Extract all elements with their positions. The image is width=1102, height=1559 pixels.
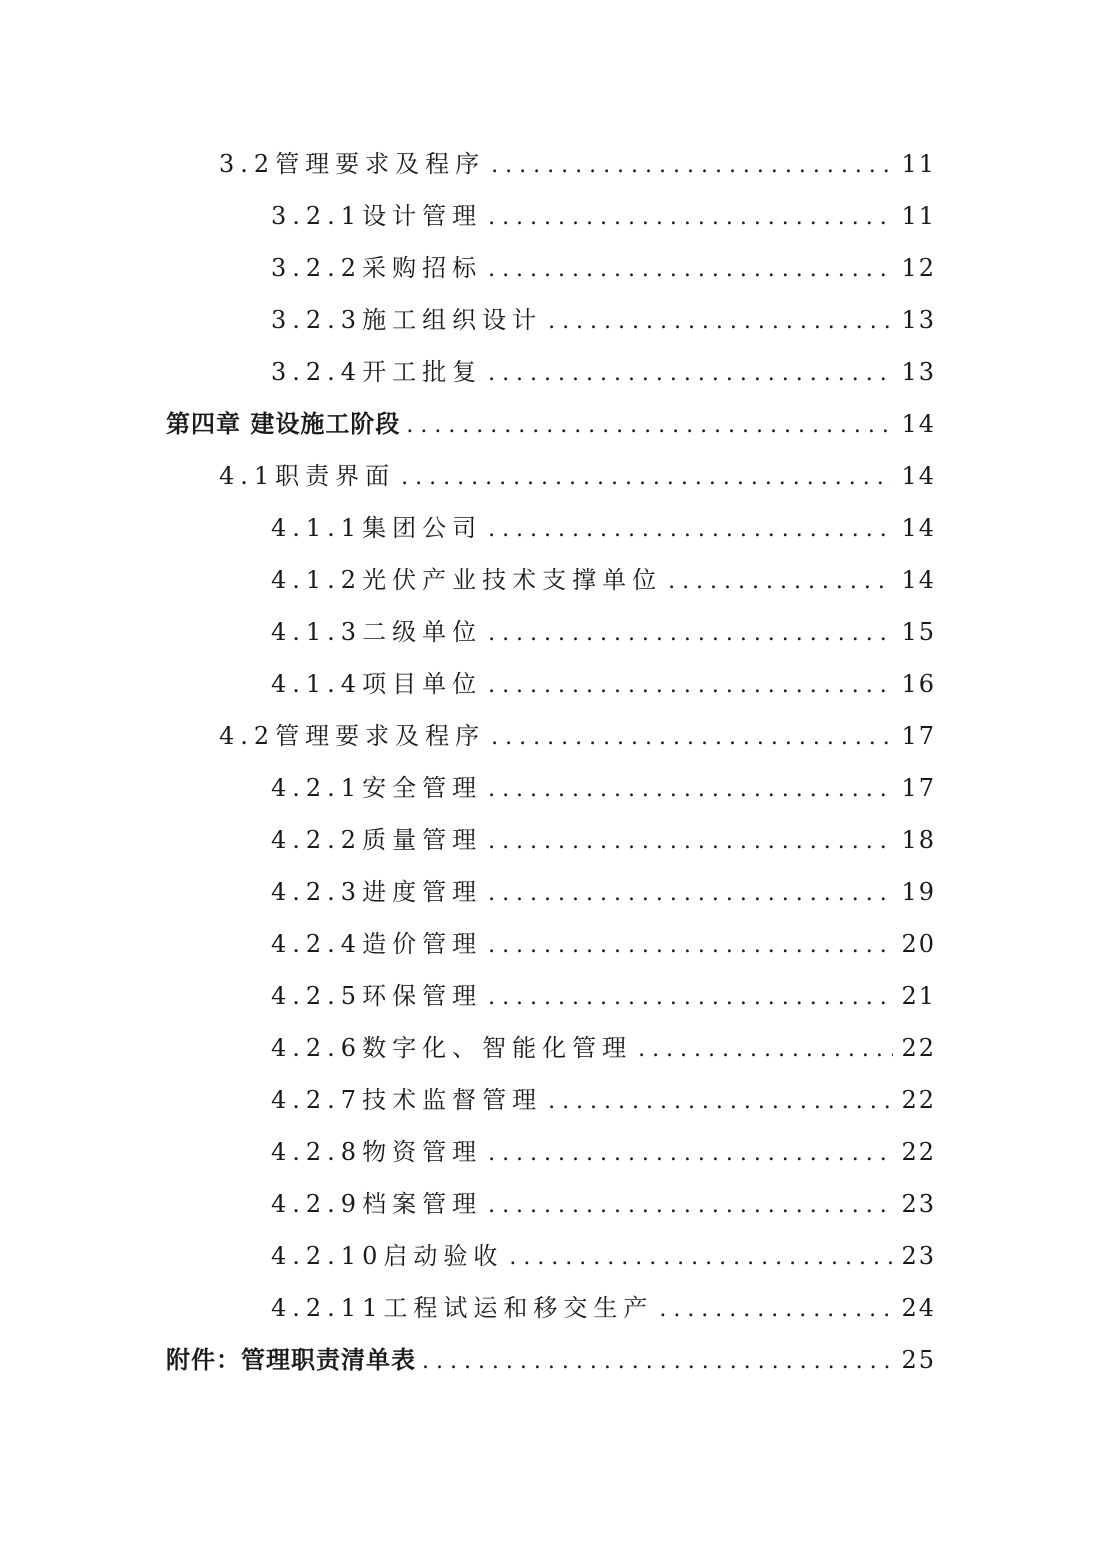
toc-dot-leader bbox=[401, 452, 893, 504]
toc-dot-leader bbox=[488, 972, 893, 1024]
toc-entry-page-number: 12 bbox=[901, 254, 936, 282]
toc-entry[interactable] bbox=[0, 658, 1102, 710]
toc-entry-page-number: 11 bbox=[901, 202, 936, 230]
toc-dot-leader bbox=[488, 244, 893, 296]
toc-dot-leader bbox=[488, 764, 893, 816]
toc-entry-page-number: 14 bbox=[901, 566, 936, 594]
toc-dot-leader bbox=[488, 868, 893, 920]
toc-entry[interactable] bbox=[0, 502, 1102, 554]
toc-entry-page-number: 19 bbox=[901, 878, 936, 906]
toc-entry-label: 4.2.4造价管理 bbox=[271, 930, 483, 958]
toc-entry[interactable] bbox=[0, 710, 1102, 762]
toc-entry-page-number: 13 bbox=[901, 358, 936, 386]
toc-dot-leader bbox=[509, 1232, 893, 1284]
toc-entry[interactable] bbox=[0, 1022, 1102, 1074]
toc-entry[interactable] bbox=[0, 190, 1102, 242]
toc-entry[interactable] bbox=[0, 918, 1102, 970]
toc-entry[interactable] bbox=[0, 1178, 1102, 1230]
toc-entry[interactable] bbox=[0, 762, 1102, 814]
toc-entry-page-number: 13 bbox=[901, 306, 936, 334]
toc-dot-leader bbox=[488, 816, 893, 868]
toc-entry-label: 4.2.9档案管理 bbox=[271, 1190, 483, 1218]
toc-entry-label: 4.2管理要求及程序 bbox=[219, 722, 486, 750]
toc-entry[interactable] bbox=[0, 814, 1102, 866]
toc-dot-leader bbox=[548, 296, 893, 348]
toc-entry-page-number: 22 bbox=[901, 1086, 936, 1114]
toc-entry-label: 第四章 建设施工阶段 bbox=[166, 410, 401, 438]
toc-entry-label: 3.2管理要求及程序 bbox=[219, 150, 486, 178]
toc-entry-page-number: 14 bbox=[901, 514, 936, 542]
toc-entry-page-number: 24 bbox=[901, 1294, 936, 1322]
toc-dot-leader bbox=[488, 348, 893, 400]
toc-entry-label: 4.2.6数字化、智能化管理 bbox=[271, 1034, 633, 1062]
toc-entry[interactable] bbox=[0, 1126, 1102, 1178]
toc-dot-leader bbox=[668, 556, 893, 608]
toc-entry-label: 附件：管理职责清单表 bbox=[166, 1346, 416, 1374]
toc-entry[interactable] bbox=[0, 866, 1102, 918]
toc-entry[interactable] bbox=[0, 554, 1102, 606]
toc-entry-label: 4.2.3进度管理 bbox=[271, 878, 483, 906]
toc-entry-page-number: 11 bbox=[901, 150, 936, 178]
toc-entry[interactable] bbox=[0, 346, 1102, 398]
toc-dot-leader bbox=[488, 504, 893, 556]
toc-dot-leader bbox=[488, 1180, 893, 1232]
toc-dot-leader bbox=[659, 1284, 893, 1336]
toc-entry[interactable] bbox=[0, 1074, 1102, 1126]
toc-entry-page-number: 22 bbox=[901, 1138, 936, 1166]
toc-entry[interactable] bbox=[0, 398, 1102, 450]
toc-entry[interactable] bbox=[0, 1230, 1102, 1282]
toc-entry-label: 4.1.3二级单位 bbox=[271, 618, 483, 646]
toc-entry-label: 4.2.2质量管理 bbox=[271, 826, 483, 854]
toc-dot-leader bbox=[488, 660, 893, 712]
toc-entry-label: 3.2.1设计管理 bbox=[271, 202, 483, 230]
toc-dot-leader bbox=[548, 1076, 893, 1128]
toc-entry-page-number: 14 bbox=[901, 410, 936, 438]
toc-entry[interactable] bbox=[0, 1334, 1102, 1386]
toc-entry[interactable] bbox=[0, 294, 1102, 346]
toc-dot-leader bbox=[488, 192, 893, 244]
toc-entry-label: 4.2.11工程试运和移交生产 bbox=[271, 1294, 654, 1322]
toc-entry-page-number: 23 bbox=[901, 1242, 936, 1270]
toc-entry[interactable] bbox=[0, 138, 1102, 190]
toc-dot-leader bbox=[488, 608, 893, 660]
toc-entry-label: 4.2.8物资管理 bbox=[271, 1138, 483, 1166]
toc-dot-leader bbox=[491, 712, 893, 764]
toc-entry-page-number: 25 bbox=[901, 1346, 936, 1374]
toc-dot-leader bbox=[488, 1128, 893, 1180]
toc-entry[interactable] bbox=[0, 606, 1102, 658]
toc-entry-page-number: 18 bbox=[901, 826, 936, 854]
toc-entry[interactable] bbox=[0, 970, 1102, 1022]
toc-dot-leader bbox=[406, 400, 893, 452]
toc-entry-label: 3.2.4开工批复 bbox=[271, 358, 483, 386]
toc-entry-label: 4.2.7技术监督管理 bbox=[271, 1086, 543, 1114]
toc-entry-label: 4.1.2光伏产业技术支撑单位 bbox=[271, 566, 663, 594]
toc-entry-label: 4.2.1安全管理 bbox=[271, 774, 483, 802]
toc-dot-leader bbox=[638, 1024, 893, 1076]
toc-entry-label: 3.2.2采购招标 bbox=[271, 254, 483, 282]
toc-entry-label: 4.1.1集团公司 bbox=[271, 514, 483, 542]
toc-entry-label: 4.1职责界面 bbox=[219, 462, 396, 490]
toc-dot-leader bbox=[488, 920, 893, 972]
toc-entry-page-number: 23 bbox=[901, 1190, 936, 1218]
toc-entry-page-number: 21 bbox=[901, 982, 936, 1010]
toc-entry-page-number: 15 bbox=[901, 618, 936, 646]
toc-entry-label: 4.1.4项目单位 bbox=[271, 670, 483, 698]
toc-entry-page-number: 16 bbox=[901, 670, 936, 698]
toc-entry[interactable] bbox=[0, 1282, 1102, 1334]
table-of-contents bbox=[0, 138, 1102, 1386]
toc-entry[interactable] bbox=[0, 242, 1102, 294]
toc-dot-leader bbox=[422, 1336, 893, 1388]
toc-entry-label: 3.2.3施工组织设计 bbox=[271, 306, 543, 334]
toc-entry-page-number: 20 bbox=[901, 930, 936, 958]
toc-entry-page-number: 17 bbox=[901, 722, 936, 750]
toc-entry-label: 4.2.5环保管理 bbox=[271, 982, 483, 1010]
toc-dot-leader bbox=[491, 140, 893, 192]
toc-entry-label: 4.2.10启动验收 bbox=[271, 1242, 504, 1270]
toc-entry-page-number: 22 bbox=[901, 1034, 936, 1062]
toc-entry[interactable] bbox=[0, 450, 1102, 502]
toc-entry-page-number: 14 bbox=[901, 462, 936, 490]
toc-entry-page-number: 17 bbox=[901, 774, 936, 802]
